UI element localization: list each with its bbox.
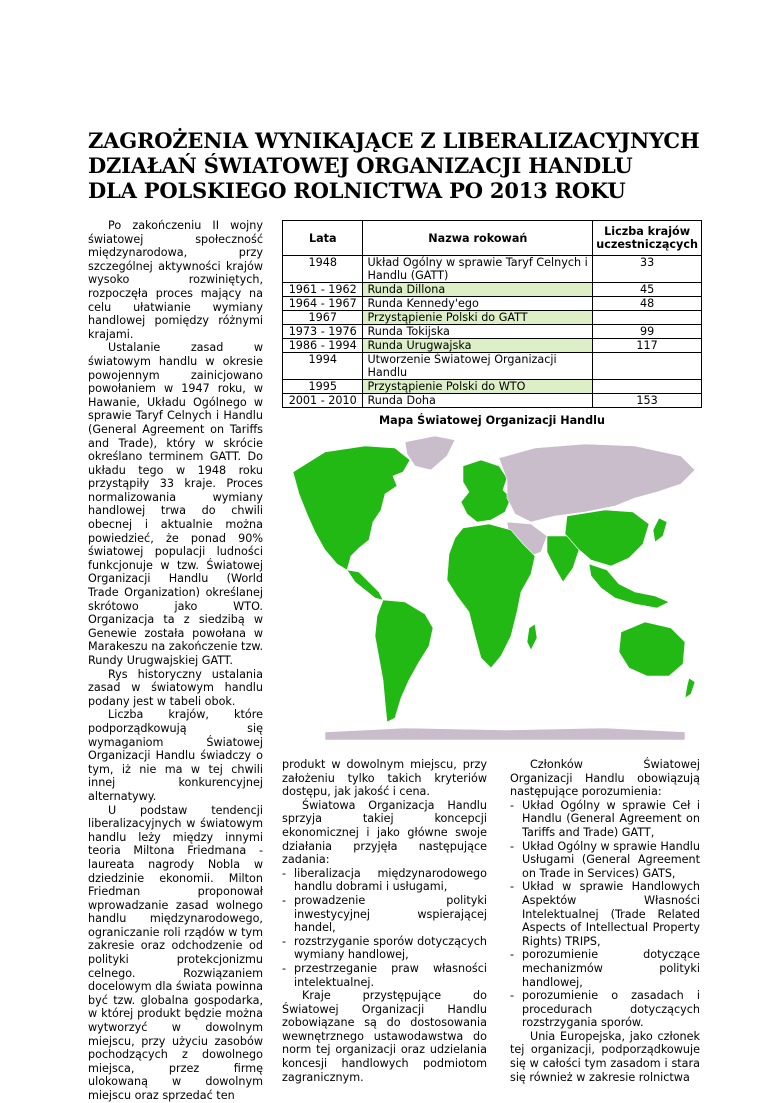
map-central-america bbox=[347, 570, 383, 600]
paragraph: Członków Światowej Organizacji Handlu obowiązują następujące porozumienia: bbox=[510, 758, 700, 799]
list-item: - prowadzenie polityki inwestycyjnej wspierającej handel, bbox=[282, 894, 487, 935]
paragraph: U podstaw tendencji liberalizacyjnych w światowym handlu leży między innymi teoria Miltona Friedmana - laureata nagrody Nobla w dziedzinie ekonomii. Milton Friedman proponował wprowadzanie zasad wolnego handlu międzynarodowego, ograniczanie roli rządów w tym zakresie oraz odchodzenie od polityki protekcjonizmu celnego. Rozwiązaniem docelowym dla świata powinna być tzw. globalna gospodarka, w której produkt będzie można wytworzyć w dowolnym miejscu, przy użyciu zasobów pochodzących z dowolnego miejsca, przez firmę ulokowaną w dowolnym miejscu oraz sprzedać ten bbox=[88, 803, 263, 1102]
paragraph: Unia Europejska, jako członek tej organizacji, podporządkowuje się w całości tym zasadom i stara się również w zakresie rolnictwa bbox=[510, 1029, 700, 1084]
cell-year: 2001 - 2010 bbox=[288, 394, 357, 407]
table-row bbox=[283, 380, 702, 394]
cell-count: 99 bbox=[593, 325, 702, 339]
cell-name: Przystąpienie Polski do GATT bbox=[363, 311, 593, 325]
cell-name: Runda Doha bbox=[363, 394, 593, 408]
cell-count bbox=[593, 380, 702, 394]
cell-name: Układ Ogólny w sprawie Taryf Celnych i Handlu (GATT) bbox=[363, 256, 593, 283]
text-column-1 bbox=[88, 219, 263, 1103]
map-madagascar bbox=[527, 624, 537, 650]
map-russia bbox=[499, 444, 695, 522]
cell-count: 153 bbox=[593, 394, 702, 408]
title-line-1: ZAGROŻENIA WYNIKAJĄCE Z LIBERALIZACYJNYCH bbox=[88, 128, 700, 153]
cell-name: Runda Tokijska bbox=[363, 325, 593, 339]
list-item: - liberalizacja międzynarodowego handlu dobrami i usługami, bbox=[282, 867, 487, 894]
map-south-america bbox=[375, 600, 433, 722]
cell-count: 33 bbox=[593, 256, 702, 283]
paragraph: Rys historyczny ustalania zasad w światowym handlu podany jest w tabeli obok. bbox=[88, 667, 263, 708]
map-new-zealand bbox=[685, 678, 695, 698]
list-item: - Układ Ogólny w sprawie Handlu Usługami (General Agreement on Trade in Services) GATS, bbox=[510, 840, 700, 881]
map-antarctica bbox=[325, 728, 685, 740]
map-southeast-asia bbox=[589, 564, 669, 608]
table-row bbox=[283, 325, 702, 339]
table-row bbox=[283, 311, 702, 325]
map-australia bbox=[619, 622, 685, 676]
cell-year: 1995 bbox=[308, 380, 337, 393]
paragraph: produkt w dowolnym miejscu, przy założeniu tylko takich kryteriów dostępu, jak jakość i cena. bbox=[282, 758, 487, 799]
cell-name: Utworzenie Światowej Organizacji Handlu bbox=[363, 353, 593, 380]
header-years: Lata bbox=[308, 231, 337, 245]
gatt-rounds-table bbox=[282, 220, 702, 408]
article-title bbox=[88, 128, 728, 203]
text-column-2 bbox=[282, 758, 487, 1084]
map-greenland bbox=[405, 436, 455, 470]
map-japan bbox=[653, 518, 667, 542]
cell-year: 1973 - 1976 bbox=[288, 325, 357, 338]
table-header-row bbox=[283, 221, 702, 256]
table-row bbox=[283, 283, 702, 297]
list-item: - porozumienie dotyczące mechanizmów polityki handlowej, bbox=[510, 948, 700, 989]
cell-count bbox=[593, 311, 702, 325]
paragraph: Ustalanie zasad w światowym handlu w okresie powojennym zainicjowano powołaniem w 1947 roku, w Hawanie, Układu Ogólnego w sprawie Taryf Celnych i Handlu (General Agreement on Tariffs and Trade), który w skrócie określano terminem GATT. Do układu tego w 1948 roku przystąpiły 33 kraje. Proces normalizowania wymiany handlowej trwa do chwili obecnej i aktualnie można powiedzieć, że ponad 90% światowej populacji ludności funkcjonuje w tzw. Światowej Organizacji Handlu (World Trade Organization) określanej skrótowo jako WTO. Organizacja ta z siedzibą w Genewie została powołana w Marakeszu na zakończenie tzw. Rundy Urugwajskiej GATT. bbox=[88, 341, 263, 667]
table-row bbox=[283, 394, 702, 408]
map-east-asia bbox=[565, 510, 649, 566]
map-africa bbox=[447, 524, 535, 668]
cell-name: Runda Urugwajska bbox=[363, 339, 593, 353]
list-item: - rozstrzyganie sporów dotyczących wymiany handlowej, bbox=[282, 935, 487, 962]
cell-name: Runda Dillona bbox=[363, 283, 593, 297]
cell-year: 1986 - 1994 bbox=[288, 339, 357, 352]
paragraph: Po zakończeniu II wojny światowej społeczność międzynarodowa, przy szczególnej aktywności krajów wysoko rozwiniętych, rozpoczęła proces mający na celu ułatwianie wymiany handlowej pomiędzy różnymi krajami. bbox=[88, 219, 263, 341]
paragraph: Światowa Organizacja Handlu sprzyja takiej koncepcji ekonomicznej i jako główne swoje działania przyjęła następujące zadania: bbox=[282, 798, 487, 867]
paragraph: Liczba krajów, które podporządkowują się wymaganiom Światowej Organizacji Handlu świadczy o tym, iż nie ma w tej chwili innej konkurencyjnej alternatywy. bbox=[88, 708, 263, 803]
table-row bbox=[283, 353, 702, 380]
cell-count: 45 bbox=[593, 283, 702, 297]
cell-year: 1967 bbox=[308, 311, 337, 324]
cell-name: Runda Kennedy'ego bbox=[363, 297, 593, 311]
list-item: - Układ w sprawie Handlowych Aspektów Własności Intelektualnej (Trade Related Aspects of Intellectual Property Rights) TRIPS, bbox=[510, 880, 700, 948]
wto-world-map bbox=[285, 432, 701, 746]
title-line-3: DLA POLSKIEGO ROLNICTWA PO 2013 ROKU bbox=[88, 178, 626, 203]
cell-year: 1948 bbox=[308, 256, 337, 269]
cell-name: Przystąpienie Polski do WTO bbox=[363, 380, 593, 394]
map-title: Mapa Światowej Organizacji Handlu bbox=[379, 414, 605, 427]
map-north-america bbox=[293, 446, 410, 570]
text-column-3 bbox=[510, 758, 700, 1084]
table-row bbox=[283, 297, 702, 311]
title-line-2: DZIAŁAŃ ŚWIATOWEJ ORGANIZACJI HANDLU bbox=[88, 153, 633, 178]
cell-year: 1961 - 1962 bbox=[288, 283, 357, 296]
cell-count: 48 bbox=[593, 297, 702, 311]
paragraph: Kraje przystępujące do Światowej Organizacji Handlu zobowiązane są do dostosowania wewnętrznego ustawodawstwa do norm tej organizacji oraz udzielania koncesji handlowych podmiotom zagranicznym. bbox=[282, 989, 487, 1084]
header-country-count: Liczba krajów uczestniczących bbox=[593, 221, 702, 256]
table-row bbox=[283, 256, 702, 283]
cell-count bbox=[593, 353, 702, 380]
table-row bbox=[283, 339, 702, 353]
cell-year: 1994 bbox=[308, 353, 337, 366]
list-item: - przestrzeganie praw własności intelektualnej. bbox=[282, 962, 487, 989]
cell-year: 1964 - 1967 bbox=[288, 297, 357, 310]
list-item: - Układ Ogólny w sprawie Ceł i Handlu (General Agreement on Tariffs and Trade) GATT, bbox=[510, 799, 700, 840]
header-round-name: Nazwa rokowań bbox=[363, 221, 593, 256]
cell-count: 117 bbox=[593, 339, 702, 353]
list-item: - porozumienie o zasadach i procedurach dotyczących rozstrzygania sporów. bbox=[510, 989, 700, 1030]
